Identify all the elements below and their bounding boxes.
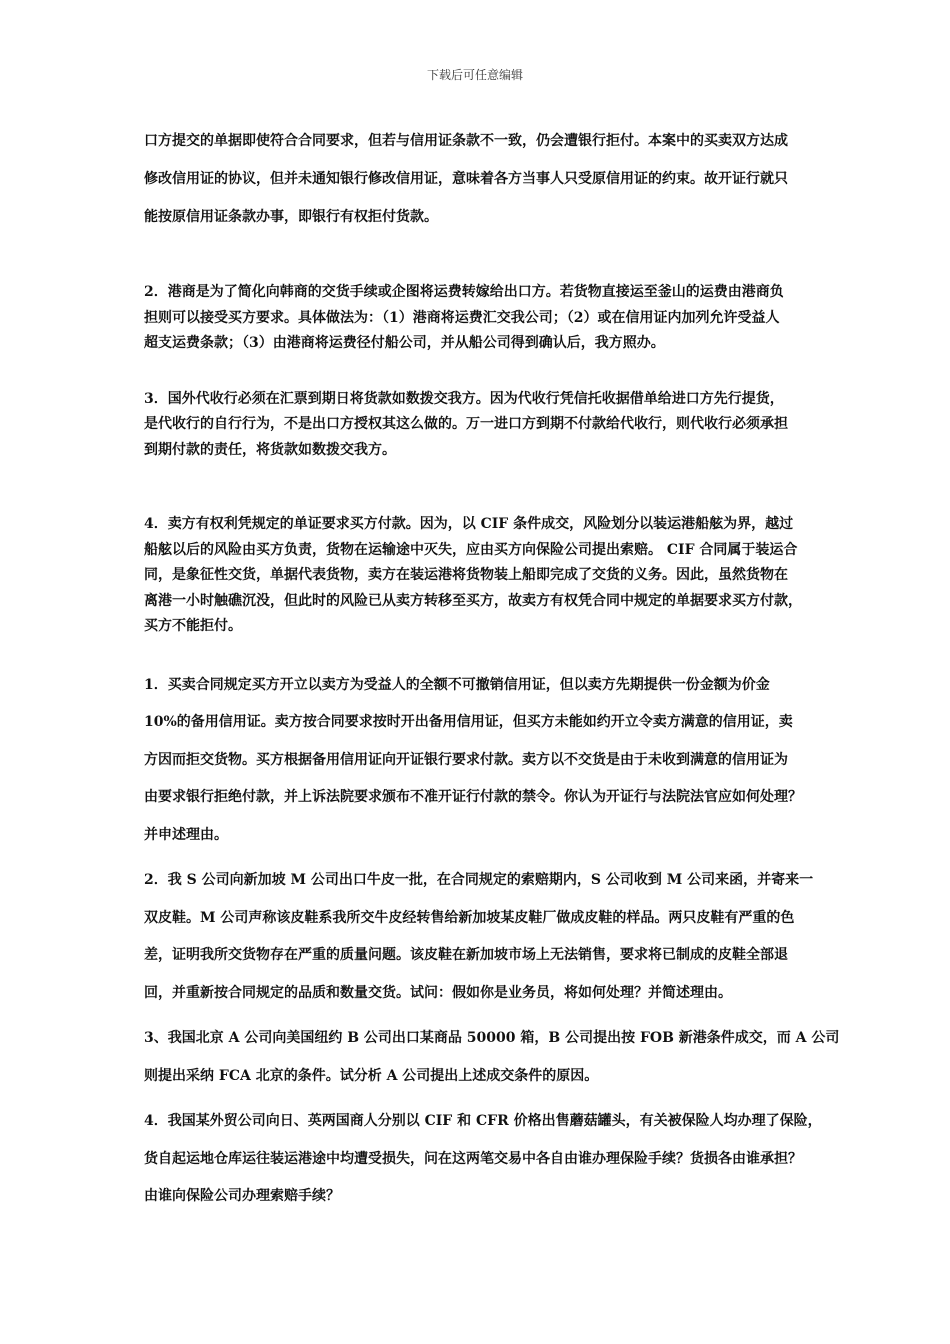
text-line: 能按原信用证条款办事，即银行有权拒付货款。: [144, 209, 438, 225]
question-paragraph-2: [144, 862, 820, 1012]
watermark-header: 下载后可任意编辑: [426, 68, 523, 82]
text-line: 担则可以接受买方要求。具体做法为：（1）港商将运费汇交我公司；（2）或在信用证内加列允许受益人: [144, 309, 780, 326]
text-line: 2．港商是为了简化向韩商的交货手续或企图将运费转嫁给出口方。若货物直接运至釜山的运费由港商负: [144, 284, 784, 300]
question-paragraph-1: [144, 667, 820, 855]
text-line: 3．国外代收行必须在汇票到期日将货款如数拨交我方。因为代收行凭信托收据借单给进口方先行提货，: [144, 390, 784, 407]
text-line: 差，证明我所交货物存在严重的质量问题。该皮鞋在新加坡市场上无法销售，要求将已制成的皮鞋全部退: [144, 947, 788, 963]
text-line: 是代收行的自行行为，不是出口方授权其这么做的。万一进口方到期不付款给代收行，则代收行必须承担: [144, 416, 788, 432]
answer-paragraph-letter-of-credit: [144, 122, 820, 236]
text-line: 离港一小时触礁沉没，但此时的风险已从卖方转移至买方，故卖方有权凭合同中规定的单据要求买方付款，: [144, 592, 802, 609]
answer-paragraph-3: [144, 387, 820, 464]
text-line: 则提出采纳 FCA 北京的条件。试分析 A 公司提出上述成交条件的原因。: [144, 1067, 599, 1084]
text-line: 船舷以后的风险由买方负责，货物在运输途中灭失，应由买方向保险公司提出索赔。 CIF 合同属于装运合: [144, 541, 798, 558]
question-paragraph-4: [144, 1103, 820, 1216]
document-body: [144, 122, 840, 1216]
text-line: 由要求银行拒绝付款，并上诉法院要求颁布不准开证行付款的禁令。你认为开证行与法院法官应如何处理？: [144, 789, 802, 805]
text-line: 超支运费条款；（3）由港商将运费径付船公司，并从船公司得到确认后，我方照办。: [144, 335, 665, 351]
text-line: 修改信用证的协议，但并未通知银行修改信用证，意味着各方当事人只受原信用证的约束。故开证行就只: [144, 171, 788, 187]
text-line: 1．买卖合同规定买方开立以卖方为受益人的全额不可撤销信用证，但以卖方先期提供一份金额为价金: [144, 676, 770, 693]
text-line: 并申述理由。: [144, 826, 228, 843]
text-line: 双皮鞋。M 公司声称该皮鞋系我所交牛皮经转售给新加坡某皮鞋厂做成皮鞋的样品。两只皮鞋有严重的色: [144, 909, 795, 926]
text-line: 回，并重新按合同规定的品质和数量交货。试问：假如你是业务员，将如何处理？并简述理由。: [144, 984, 732, 1001]
text-line: 口方提交的单据即使符合合同要求，但若与信用证条款不一致，仍会遭银行拒付。本案中的买卖双方达成: [144, 133, 788, 149]
text-line: 由谁向保险公司办理索赔手续？: [144, 1188, 340, 1204]
text-line: 方因而拒交货物。买方根据备用信用证向开证银行要求付款。卖方以不交货是由于未收到满意的信用证为: [144, 751, 788, 768]
answer-paragraph-4: [144, 512, 820, 640]
text-line: 4．卖方有权利凭规定的单证要求买方付款。因为，以 CIF 条件成交，风险划分以装运港船舷为界，越过: [144, 516, 794, 532]
question-paragraph-3: [144, 1020, 840, 1095]
text-line: 3、我国北京 A 公司向美国纽约 B 公司出口某商品 50000 箱，B 公司提出按 FOB 新港条件成交，而 A 公司: [144, 1030, 840, 1046]
text-line: 2．我 S 公司向新加坡 M 公司出口牛皮一批，在合同规定的索赔期内，S 公司收到 M 公司来函，并寄来一: [144, 872, 814, 888]
answer-paragraph-2: [144, 280, 820, 357]
text-line: 到期付款的责任，将货款如数拨交我方。: [144, 441, 396, 458]
text-line: 货自起运地仓库运往装运港途中均遭受损失，问在这两笔交易中各自由谁办理保险手续？货损各由谁承担？: [144, 1150, 802, 1167]
text-line: 同，是象征性交货，单据代表货物，卖方在装运港将货物装上船即完成了交货的义务。因此，虽然货物在: [144, 567, 788, 583]
text-line: 买方不能拒付。: [144, 618, 242, 634]
text-line: 10%的备用信用证。卖方按合同要求按时开出备用信用证，但买方未能如约开立令卖方满意的信用证，卖: [144, 714, 793, 730]
text-line: 4．我国某外贸公司向日、英两国商人分别以 CIF 和 CFR 价格出售蘑菇罐头，有关被保险人均办理了保险，: [144, 1113, 822, 1129]
